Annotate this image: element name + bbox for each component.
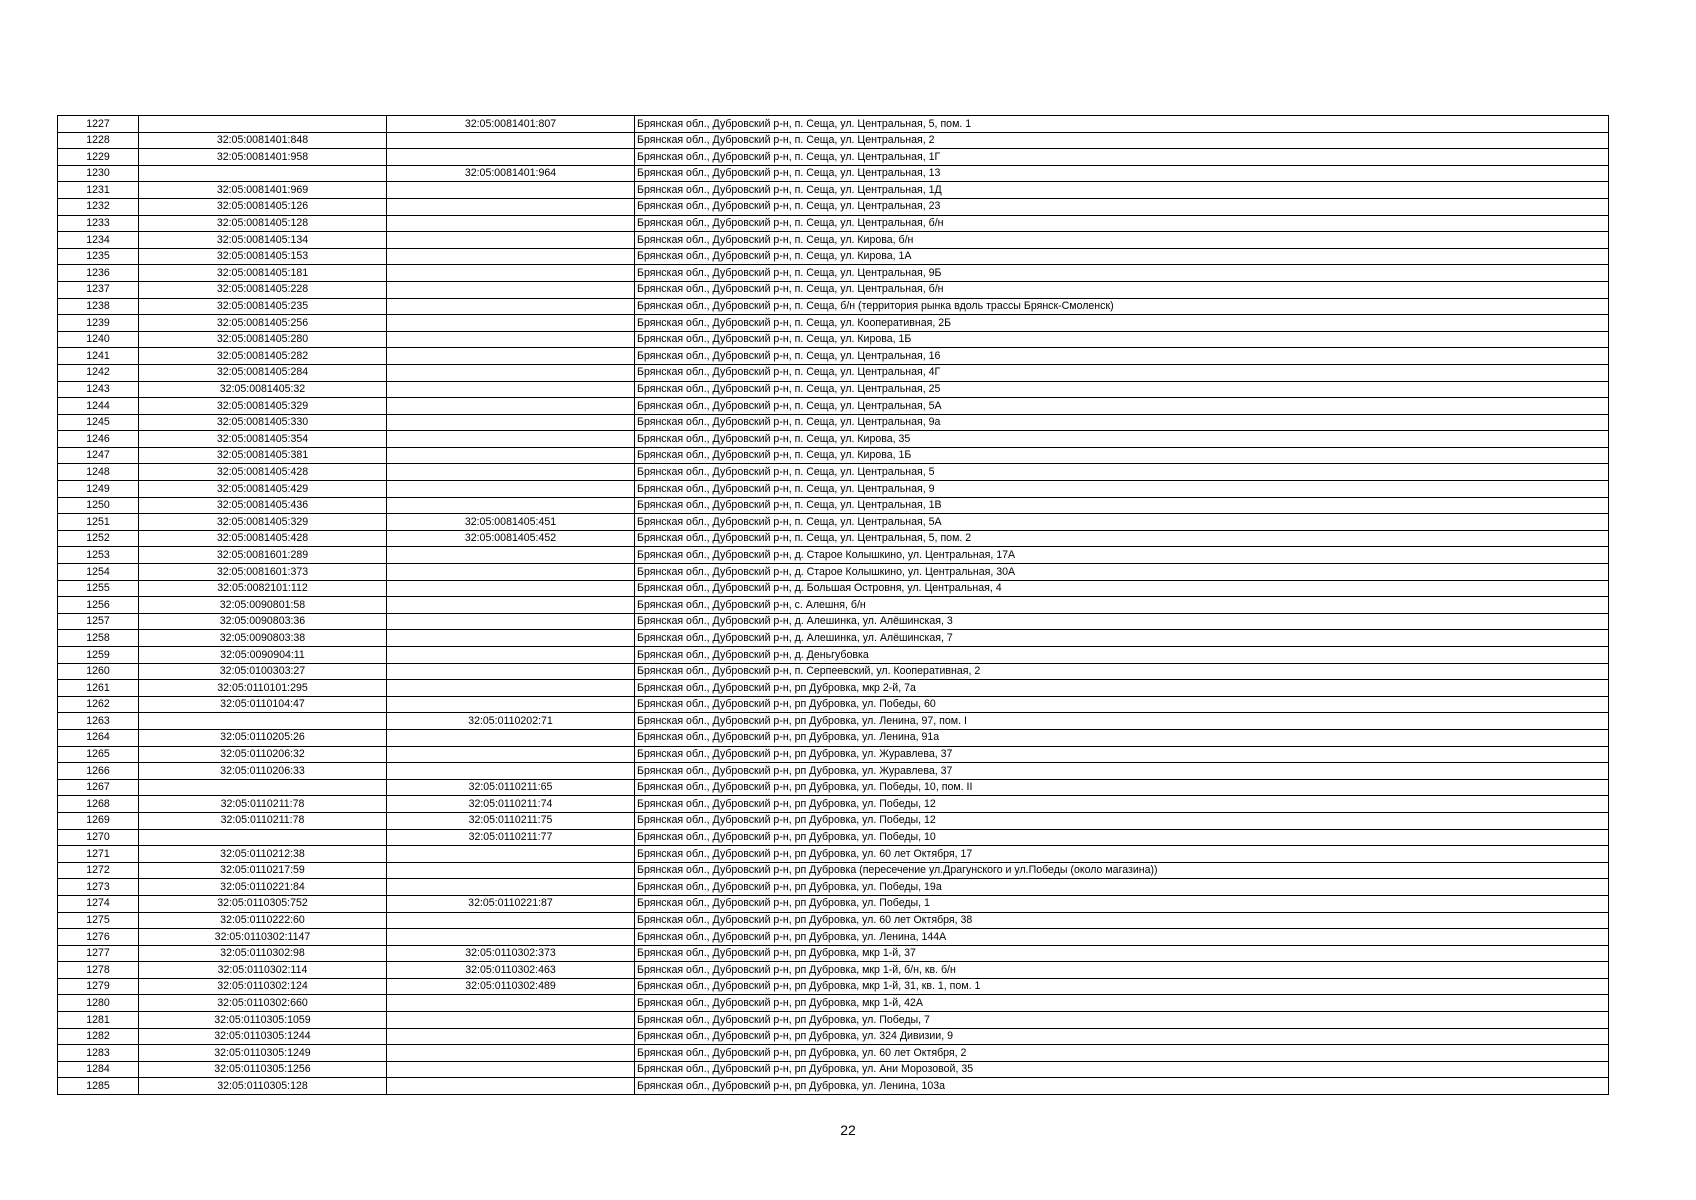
address-cell: Брянская обл., Дубровский р-н, рп Дубровка, ул. Ленина, 103а (635, 1078, 1609, 1095)
table-row (58, 182, 1609, 199)
cadastral-number-cell: 32:05:0090904:11 (139, 647, 387, 664)
address-cell: Брянская обл., Дубровский р-н, п. Сеща, ул. Центральная, 2 (635, 132, 1609, 149)
row-number-cell: 1282 (58, 1028, 139, 1045)
table-row (58, 481, 1609, 498)
row-number-cell: 1234 (58, 232, 139, 249)
address-cell: Брянская обл., Дубровский р-н, п. Сеща, ул. Центральная, 1Г (635, 149, 1609, 166)
premises-cadastral-number-cell (387, 398, 635, 415)
cadastral-number-cell: 32:05:0081405:329 (139, 398, 387, 415)
address-cell: Брянская обл., Дубровский р-н, п. Сеща, ул. Центральная, 23 (635, 198, 1609, 215)
premises-cadastral-number-cell: 32:05:0081405:451 (387, 514, 635, 531)
table-row (58, 779, 1609, 796)
address-cell: Брянская обл., Дубровский р-н, рп Дубровка, ул. Победы, 19а (635, 879, 1609, 896)
table-row (58, 647, 1609, 664)
row-number-cell: 1275 (58, 912, 139, 929)
address-cell: Брянская обл., Дубровский р-н, рп Дубровка, ул. Победы, 12 (635, 812, 1609, 829)
cadastral-number-cell: 32:05:0110302:114 (139, 962, 387, 979)
premises-cadastral-number-cell (387, 862, 635, 879)
address-cell: Брянская обл., Дубровский р-н, рп Дубровка, ул. Ленина, 97, пом. I (635, 713, 1609, 730)
row-number-cell: 1279 (58, 978, 139, 995)
table-row (58, 895, 1609, 912)
table-row (58, 978, 1609, 995)
address-cell: Брянская обл., Дубровский р-н, п. Сеща, ул. Кирова, 1Б (635, 331, 1609, 348)
cadastral-number-cell: 32:05:0110305:128 (139, 1078, 387, 1095)
cadastral-number-cell: 32:05:0081405:428 (139, 530, 387, 547)
address-cell: Брянская обл., Дубровский р-н, рп Дубровка, мкр 1-й, 42А (635, 995, 1609, 1012)
premises-cadastral-number-cell (387, 232, 635, 249)
row-number-cell: 1236 (58, 265, 139, 282)
address-cell: Брянская обл., Дубровский р-н, п. Сеща, ул. Кирова, 35 (635, 431, 1609, 448)
premises-cadastral-number-cell (387, 198, 635, 215)
row-number-cell: 1278 (58, 962, 139, 979)
address-cell: Брянская обл., Дубровский р-н, п. Сеща, ул. Центральная, 16 (635, 348, 1609, 365)
address-cell: Брянская обл., Дубровский р-н, п. Сеща, ул. Центральная, б/н (635, 281, 1609, 298)
table-row (58, 1061, 1609, 1078)
address-cell: Брянская обл., Дубровский р-н, д. Алешинка, ул. Алёшинская, 3 (635, 613, 1609, 630)
premises-cadastral-number-cell: 32:05:0110302:463 (387, 962, 635, 979)
premises-cadastral-number-cell (387, 149, 635, 166)
row-number-cell: 1284 (58, 1061, 139, 1078)
cadastral-number-cell (139, 165, 387, 182)
premises-cadastral-number-cell (387, 315, 635, 332)
cadastral-number-cell: 32:05:0081405:256 (139, 315, 387, 332)
row-number-cell: 1277 (58, 945, 139, 962)
row-number-cell: 1235 (58, 248, 139, 265)
cadastral-number-cell: 32:05:0110206:32 (139, 746, 387, 763)
address-cell: Брянская обл., Дубровский р-н, п. Сеща, б/н (территория рынка вдоль трассы Брянск-Смоленск) (635, 298, 1609, 315)
table-row (58, 962, 1609, 979)
premises-cadastral-number-cell (387, 696, 635, 713)
cadastral-number-cell: 32:05:0110302:660 (139, 995, 387, 1012)
cadastral-number-cell: 32:05:0081401:958 (139, 149, 387, 166)
table-row (58, 945, 1609, 962)
cadastral-number-cell: 32:05:0110104:47 (139, 696, 387, 713)
cadastral-number-cell: 32:05:0090803:38 (139, 630, 387, 647)
premises-cadastral-number-cell (387, 912, 635, 929)
address-cell: Брянская обл., Дубровский р-н, рп Дубровка, ул. Журавлева, 37 (635, 763, 1609, 780)
table-row (58, 248, 1609, 265)
row-number-cell: 1272 (58, 862, 139, 879)
row-number-cell: 1248 (58, 464, 139, 481)
row-number-cell: 1261 (58, 680, 139, 697)
premises-cadastral-number-cell: 32:05:0110302:489 (387, 978, 635, 995)
table-row (58, 763, 1609, 780)
address-cell: Брянская обл., Дубровский р-н, рп Дубровка, мкр 1-й, 31, кв. 1, пом. 1 (635, 978, 1609, 995)
cadastral-number-cell: 32:05:0081401:969 (139, 182, 387, 199)
cadastral-number-cell: 32:05:0110305:1244 (139, 1028, 387, 1045)
premises-cadastral-number-cell (387, 564, 635, 581)
address-cell: Брянская обл., Дубровский р-н, рп Дубровка, ул. Победы, 10, пом. II (635, 779, 1609, 796)
premises-cadastral-number-cell: 32:05:0110202:71 (387, 713, 635, 730)
premises-cadastral-number-cell (387, 846, 635, 863)
premises-cadastral-number-cell (387, 763, 635, 780)
cadastral-number-cell: 32:05:0081405:381 (139, 447, 387, 464)
cadastral-number-cell: 32:05:0081405:235 (139, 298, 387, 315)
row-number-cell: 1252 (58, 530, 139, 547)
address-cell: Брянская обл., Дубровский р-н, рп Дубровка (пересечение ул.Драгунского и ул.Победы (около магазина)) (635, 862, 1609, 879)
row-number-cell: 1260 (58, 663, 139, 680)
registry-table (57, 115, 1609, 1095)
premises-cadastral-number-cell (387, 613, 635, 630)
table-row (58, 165, 1609, 182)
premises-cadastral-number-cell (387, 630, 635, 647)
address-cell: Брянская обл., Дубровский р-н, рп Дубровка, ул. Ленина, 91а (635, 729, 1609, 746)
address-cell: Брянская обл., Дубровский р-н, рп Дубровка, ул. 60 лет Октября, 2 (635, 1045, 1609, 1062)
table-row (58, 547, 1609, 564)
row-number-cell: 1240 (58, 331, 139, 348)
table-row (58, 729, 1609, 746)
premises-cadastral-number-cell (387, 364, 635, 381)
premises-cadastral-number-cell: 32:05:0110211:65 (387, 779, 635, 796)
cadastral-number-cell: 32:05:0090803:36 (139, 613, 387, 630)
table-row (58, 846, 1609, 863)
table-row (58, 514, 1609, 531)
row-number-cell: 1250 (58, 497, 139, 514)
cadastral-number-cell: 32:05:0081405:134 (139, 232, 387, 249)
address-cell: Брянская обл., Дубровский р-н, рп Дубровка, ул. 60 лет Октября, 38 (635, 912, 1609, 929)
row-number-cell: 1241 (58, 348, 139, 365)
row-number-cell: 1269 (58, 812, 139, 829)
premises-cadastral-number-cell (387, 597, 635, 614)
premises-cadastral-number-cell (387, 1045, 635, 1062)
address-cell: Брянская обл., Дубровский р-н, п. Сеща, ул. Центральная, 9а (635, 414, 1609, 431)
table-row (58, 597, 1609, 614)
cadastral-number-cell (139, 116, 387, 133)
table-row (58, 530, 1609, 547)
cadastral-number-cell (139, 713, 387, 730)
cadastral-number-cell: 32:05:0081405:436 (139, 497, 387, 514)
row-number-cell: 1242 (58, 364, 139, 381)
row-number-cell: 1227 (58, 116, 139, 133)
address-cell: Брянская обл., Дубровский р-н, п. Сеща, ул. Центральная, 5А (635, 514, 1609, 531)
table-row (58, 580, 1609, 597)
cadastral-number-cell: 32:05:0081405:284 (139, 364, 387, 381)
table-row (58, 663, 1609, 680)
row-number-cell: 1263 (58, 713, 139, 730)
row-number-cell: 1231 (58, 182, 139, 199)
row-number-cell: 1228 (58, 132, 139, 149)
table-row (58, 364, 1609, 381)
row-number-cell: 1268 (58, 796, 139, 813)
premises-cadastral-number-cell (387, 182, 635, 199)
cadastral-number-cell: 32:05:0081405:282 (139, 348, 387, 365)
row-number-cell: 1255 (58, 580, 139, 597)
row-number-cell: 1262 (58, 696, 139, 713)
table-row (58, 331, 1609, 348)
cadastral-number-cell: 32:05:0110305:752 (139, 895, 387, 912)
table-row (58, 1012, 1609, 1029)
table-row (58, 564, 1609, 581)
table-row (58, 315, 1609, 332)
table-row (58, 116, 1609, 133)
cadastral-number-cell: 32:05:0090801:58 (139, 597, 387, 614)
row-number-cell: 1264 (58, 729, 139, 746)
table-row (58, 398, 1609, 415)
table-row (58, 746, 1609, 763)
cadastral-number-cell (139, 829, 387, 846)
address-cell: Брянская обл., Дубровский р-н, рп Дубровка, ул. Журавлева, 37 (635, 746, 1609, 763)
address-cell: Брянская обл., Дубровский р-н, рп Дубровка, ул. Ани Морозовой, 35 (635, 1061, 1609, 1078)
table-row (58, 613, 1609, 630)
cadastral-number-cell: 32:05:0081405:330 (139, 414, 387, 431)
address-cell: Брянская обл., Дубровский р-н, п. Сеща, ул. Центральная, 5 (635, 464, 1609, 481)
table-row (58, 929, 1609, 946)
premises-cadastral-number-cell: 32:05:0110211:74 (387, 796, 635, 813)
table-row (58, 198, 1609, 215)
cadastral-number-cell: 32:05:0081405:128 (139, 215, 387, 232)
address-cell: Брянская обл., Дубровский р-н, п. Сеща, ул. Центральная, 9 (635, 481, 1609, 498)
row-number-cell: 1244 (58, 398, 139, 415)
address-cell: Брянская обл., Дубровский р-н, рп Дубровка, ул. Победы, 7 (635, 1012, 1609, 1029)
address-cell: Брянская обл., Дубровский р-н, п. Сеща, ул. Кирова, б/н (635, 232, 1609, 249)
address-cell: Брянская обл., Дубровский р-н, п. Сеща, ул. Центральная, 1В (635, 497, 1609, 514)
premises-cadastral-number-cell (387, 331, 635, 348)
table-row (58, 680, 1609, 697)
table-row (58, 281, 1609, 298)
premises-cadastral-number-cell (387, 497, 635, 514)
cadastral-number-cell: 32:05:0081405:32 (139, 381, 387, 398)
cadastral-number-cell: 32:05:0081405:153 (139, 248, 387, 265)
premises-cadastral-number-cell (387, 995, 635, 1012)
cadastral-number-cell: 32:05:0110305:1256 (139, 1061, 387, 1078)
row-number-cell: 1280 (58, 995, 139, 1012)
table-row (58, 149, 1609, 166)
premises-cadastral-number-cell (387, 464, 635, 481)
premises-cadastral-number-cell (387, 580, 635, 597)
table-row (58, 879, 1609, 896)
table-row (58, 862, 1609, 879)
table-row (58, 796, 1609, 813)
cadastral-number-cell: 32:05:0081405:181 (139, 265, 387, 282)
premises-cadastral-number-cell (387, 447, 635, 464)
premises-cadastral-number-cell (387, 1078, 635, 1095)
table-row (58, 414, 1609, 431)
premises-cadastral-number-cell (387, 729, 635, 746)
row-number-cell: 1259 (58, 647, 139, 664)
cadastral-number-cell: 32:05:0110305:1059 (139, 1012, 387, 1029)
premises-cadastral-number-cell (387, 381, 635, 398)
address-cell: Брянская обл., Дубровский р-н, с. Алешня, б/н (635, 597, 1609, 614)
row-number-cell: 1270 (58, 829, 139, 846)
table-row (58, 1045, 1609, 1062)
cadastral-number-cell: 32:05:0081405:428 (139, 464, 387, 481)
address-cell: Брянская обл., Дубровский р-н, п. Сеща, ул. Центральная, 25 (635, 381, 1609, 398)
premises-cadastral-number-cell: 32:05:0081401:964 (387, 165, 635, 182)
address-cell: Брянская обл., Дубровский р-н, д. Большая Островня, ул. Центральная, 4 (635, 580, 1609, 597)
cadastral-number-cell: 32:05:0110217:59 (139, 862, 387, 879)
premises-cadastral-number-cell (387, 265, 635, 282)
cadastral-number-cell (139, 779, 387, 796)
table-row (58, 713, 1609, 730)
cadastral-number-cell: 32:05:0081405:354 (139, 431, 387, 448)
table-row (58, 829, 1609, 846)
address-cell: Брянская обл., Дубровский р-н, рп Дубровка, ул. Победы, 12 (635, 796, 1609, 813)
premises-cadastral-number-cell (387, 547, 635, 564)
row-number-cell: 1232 (58, 198, 139, 215)
cadastral-number-cell: 32:05:0110212:38 (139, 846, 387, 863)
premises-cadastral-number-cell: 32:05:0081405:452 (387, 530, 635, 547)
row-number-cell: 1258 (58, 630, 139, 647)
address-cell: Брянская обл., Дубровский р-н, п. Сеща, ул. Кирова, 1Б (635, 447, 1609, 464)
address-cell: Брянская обл., Дубровский р-н, п. Сеща, ул. Центральная, 13 (635, 165, 1609, 182)
row-number-cell: 1283 (58, 1045, 139, 1062)
address-cell: Брянская обл., Дубровский р-н, д. Деньгубовка (635, 647, 1609, 664)
cadastral-number-cell: 32:05:0081405:228 (139, 281, 387, 298)
row-number-cell: 1237 (58, 281, 139, 298)
premises-cadastral-number-cell (387, 215, 635, 232)
table-row (58, 431, 1609, 448)
cadastral-number-cell: 32:05:0110222:60 (139, 912, 387, 929)
address-cell: Брянская обл., Дубровский р-н, п. Сеща, ул. Кооперативная, 2Б (635, 315, 1609, 332)
row-number-cell: 1276 (58, 929, 139, 946)
table-row (58, 497, 1609, 514)
table-row (58, 132, 1609, 149)
address-cell: Брянская обл., Дубровский р-н, п. Сеща, ул. Центральная, 5, пом. 1 (635, 116, 1609, 133)
row-number-cell: 1233 (58, 215, 139, 232)
row-number-cell: 1238 (58, 298, 139, 315)
address-cell: Брянская обл., Дубровский р-н, п. Сеща, ул. Кирова, 1А (635, 248, 1609, 265)
premises-cadastral-number-cell (387, 929, 635, 946)
premises-cadastral-number-cell (387, 481, 635, 498)
registry-table-body (58, 116, 1609, 1095)
table-row (58, 381, 1609, 398)
premises-cadastral-number-cell (387, 298, 635, 315)
address-cell: Брянская обл., Дубровский р-н, рп Дубровка, мкр 2-й, 7а (635, 680, 1609, 697)
address-cell: Брянская обл., Дубровский р-н, п. Сеща, ул. Центральная, 1Д (635, 182, 1609, 199)
cadastral-number-cell: 32:05:0082101:112 (139, 580, 387, 597)
address-cell: Брянская обл., Дубровский р-н, рп Дубровка, ул. Победы, 10 (635, 829, 1609, 846)
cadastral-number-cell: 32:05:0110211:78 (139, 812, 387, 829)
premises-cadastral-number-cell (387, 663, 635, 680)
address-cell: Брянская обл., Дубровский р-н, рп Дубровка, мкр 1-й, 37 (635, 945, 1609, 962)
premises-cadastral-number-cell: 32:05:0110221:87 (387, 895, 635, 912)
row-number-cell: 1245 (58, 414, 139, 431)
cadastral-number-cell: 32:05:0110302:1147 (139, 929, 387, 946)
cadastral-number-cell: 32:05:0110206:33 (139, 763, 387, 780)
table-row (58, 1028, 1609, 1045)
cadastral-number-cell: 32:05:0110211:78 (139, 796, 387, 813)
row-number-cell: 1243 (58, 381, 139, 398)
table-row (58, 812, 1609, 829)
address-cell: Брянская обл., Дубровский р-н, рп Дубровка, ул. Победы, 1 (635, 895, 1609, 912)
cadastral-number-cell: 32:05:0110302:98 (139, 945, 387, 962)
row-number-cell: 1254 (58, 564, 139, 581)
row-number-cell: 1246 (58, 431, 139, 448)
row-number-cell: 1229 (58, 149, 139, 166)
row-number-cell: 1253 (58, 547, 139, 564)
premises-cadastral-number-cell: 32:05:0081401:807 (387, 116, 635, 133)
page-number: 22 (840, 1122, 856, 1138)
cadastral-number-cell: 32:05:0081405:429 (139, 481, 387, 498)
premises-cadastral-number-cell (387, 746, 635, 763)
row-number-cell: 1271 (58, 846, 139, 863)
row-number-cell: 1281 (58, 1012, 139, 1029)
table-row (58, 348, 1609, 365)
table-row (58, 215, 1609, 232)
cadastral-number-cell: 32:05:0100303:27 (139, 663, 387, 680)
table-row (58, 630, 1609, 647)
premises-cadastral-number-cell (387, 132, 635, 149)
address-cell: Брянская обл., Дубровский р-н, п. Сеща, ул. Центральная, 5, пом. 2 (635, 530, 1609, 547)
premises-cadastral-number-cell (387, 1061, 635, 1078)
table-row (58, 464, 1609, 481)
row-number-cell: 1249 (58, 481, 139, 498)
premises-cadastral-number-cell (387, 414, 635, 431)
address-cell: Брянская обл., Дубровский р-н, рп Дубровка, ул. 324 Дивизии, 9 (635, 1028, 1609, 1045)
premises-cadastral-number-cell (387, 348, 635, 365)
cadastral-number-cell: 32:05:0081405:126 (139, 198, 387, 215)
row-number-cell: 1266 (58, 763, 139, 780)
table-row (58, 265, 1609, 282)
row-number-cell: 1273 (58, 879, 139, 896)
premises-cadastral-number-cell (387, 879, 635, 896)
cadastral-number-cell: 32:05:0081601:289 (139, 547, 387, 564)
address-cell: Брянская обл., Дубровский р-н, д. Алешинка, ул. Алёшинская, 7 (635, 630, 1609, 647)
row-number-cell: 1274 (58, 895, 139, 912)
address-cell: Брянская обл., Дубровский р-н, рп Дубровка, ул. Победы, 60 (635, 696, 1609, 713)
table-row (58, 447, 1609, 464)
table-row (58, 995, 1609, 1012)
table-row (58, 696, 1609, 713)
cadastral-number-cell: 32:05:0110205:26 (139, 729, 387, 746)
premises-cadastral-number-cell (387, 647, 635, 664)
address-cell: Брянская обл., Дубровский р-н, д. Старое Колышкино, ул. Центральная, 30А (635, 564, 1609, 581)
address-cell: Брянская обл., Дубровский р-н, рп Дубровка, мкр 1-й, б/н, кв. б/н (635, 962, 1609, 979)
cadastral-number-cell: 32:05:0110101:295 (139, 680, 387, 697)
row-number-cell: 1256 (58, 597, 139, 614)
premises-cadastral-number-cell (387, 1028, 635, 1045)
premises-cadastral-number-cell: 32:05:0110211:75 (387, 812, 635, 829)
table-row (58, 912, 1609, 929)
cadastral-number-cell: 32:05:0110302:124 (139, 978, 387, 995)
row-number-cell: 1247 (58, 447, 139, 464)
address-cell: Брянская обл., Дубровский р-н, п. Серпеевский, ул. Кооперативная, 2 (635, 663, 1609, 680)
premises-cadastral-number-cell (387, 248, 635, 265)
row-number-cell: 1265 (58, 746, 139, 763)
cadastral-number-cell: 32:05:0110305:1249 (139, 1045, 387, 1062)
row-number-cell: 1257 (58, 613, 139, 630)
address-cell: Брянская обл., Дубровский р-н, п. Сеща, ул. Центральная, 5А (635, 398, 1609, 415)
premises-cadastral-number-cell: 32:05:0110211:77 (387, 829, 635, 846)
address-cell: Брянская обл., Дубровский р-н, рп Дубровка, ул. 60 лет Октября, 17 (635, 846, 1609, 863)
table-row (58, 298, 1609, 315)
premises-cadastral-number-cell (387, 1012, 635, 1029)
premises-cadastral-number-cell (387, 680, 635, 697)
address-cell: Брянская обл., Дубровский р-н, рп Дубровка, ул. Ленина, 144А (635, 929, 1609, 946)
cadastral-number-cell: 32:05:0081405:280 (139, 331, 387, 348)
cadastral-number-cell: 32:05:0081601:373 (139, 564, 387, 581)
row-number-cell: 1251 (58, 514, 139, 531)
cadastral-number-cell: 32:05:0081401:848 (139, 132, 387, 149)
row-number-cell: 1230 (58, 165, 139, 182)
address-cell: Брянская обл., Дубровский р-н, п. Сеща, ул. Центральная, 9Б (635, 265, 1609, 282)
address-cell: Брянская обл., Дубровский р-н, д. Старое Колышкино, ул. Центральная, 17А (635, 547, 1609, 564)
address-cell: Брянская обл., Дубровский р-н, п. Сеща, ул. Центральная, б/н (635, 215, 1609, 232)
address-cell: Брянская обл., Дубровский р-н, п. Сеща, ул. Центральная, 4Г (635, 364, 1609, 381)
premises-cadastral-number-cell (387, 431, 635, 448)
row-number-cell: 1267 (58, 779, 139, 796)
cadastral-number-cell: 32:05:0110221:84 (139, 879, 387, 896)
row-number-cell: 1285 (58, 1078, 139, 1095)
row-number-cell: 1239 (58, 315, 139, 332)
table-row (58, 232, 1609, 249)
table-row (58, 1078, 1609, 1095)
cadastral-number-cell: 32:05:0081405:329 (139, 514, 387, 531)
premises-cadastral-number-cell (387, 281, 635, 298)
premises-cadastral-number-cell: 32:05:0110302:373 (387, 945, 635, 962)
